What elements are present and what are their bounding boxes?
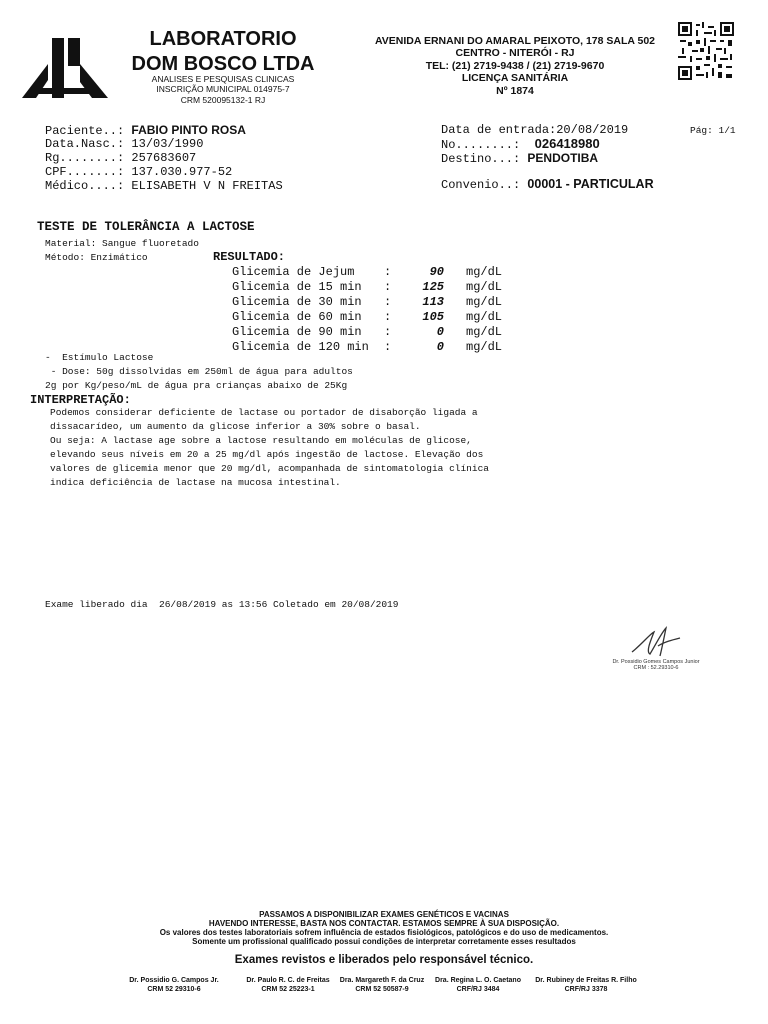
footer-line3: Os valores dos testes laboratoriais sofrem influência de estados fisiológicos, patológicos e do uso de medicamentos. [159, 928, 609, 937]
result-row: Glicemia de 15 min : 125 mg/dL [232, 280, 503, 294]
cpf-value: 137.030.977-52 [131, 165, 233, 179]
cpf-row: CPF.......: 137.030.977-52 [45, 165, 233, 179]
lab-logo [18, 36, 112, 102]
result-value: 90 [429, 265, 444, 279]
entry-date: 20/08/2019 [556, 123, 629, 137]
signature-icon [628, 622, 688, 662]
footer-line2: HAVENDO INTERESSE, BASTA NOS CONTACTAR. ESTAMOS SEMPRE À SUA DISPOSIÇÃO. [208, 919, 560, 928]
result-row: Glicemia de Jejum : 90 mg/dL [232, 265, 503, 279]
release-date: Exame liberado dia 26/08/2019 as 13:56 Coletado em 20/08/2019 [45, 599, 399, 610]
note-dose-child: 2g por Kg/peso/mL de água pra crianças abaixo de 25Kg [45, 380, 348, 391]
doctor-name: ELISABETH V N FREITAS [131, 179, 283, 193]
order-number: 026418980 [534, 136, 600, 151]
exam-method: Método: Enzimático [45, 252, 148, 263]
order-number-row: No........: 026418980 [441, 136, 600, 152]
lab-subtitle: ANALISES E PESQUISAS CLINICAS [151, 74, 295, 84]
birthdate: 13/03/1990 [131, 137, 204, 151]
result-value: 0 [436, 340, 444, 354]
interpretation-line: indica deficiência de lactase na mucosa intestinal. [50, 477, 341, 488]
result-value: 125 [422, 280, 444, 294]
doctor-row: Médico....: ELISABETH V N FREITAS [45, 179, 283, 193]
responsible-doctor: Dr. Paulo R. C. de Freitas CRM 52 25223-1 [246, 977, 330, 993]
lab-inscricao: INSCRIÇÃO MUNICIPAL 014975-7 [156, 84, 290, 94]
lab-crm: CRM 520095132-1 RJ [180, 95, 266, 105]
signature-crm: CRM : 52.29310-6 [633, 665, 679, 671]
footer-line1: PASSAMOS A DISPONIBILIZAR EXAMES GENÉTICOS E VACINAS [259, 910, 509, 919]
address-licence-number: Nº 1874 [496, 85, 534, 97]
interpretation-line: dissacarídeo, um aumento da glicose inferior a 30% sobre o basal. [50, 421, 421, 432]
lab-name-line2: DOM BOSCO LTDA [131, 53, 315, 75]
insurance-row: Convenio..: 00001 - PARTICULAR [441, 177, 654, 192]
address-phone: TEL: (21) 2719-9438 / (21) 2719-9670 [425, 60, 605, 72]
destination: PENDOTIBA [527, 151, 599, 165]
note-stimulus: - Estímulo Lactose [45, 352, 154, 363]
footer-reviewed: Exames revistos e liberados pelo responsável técnico. [234, 954, 534, 966]
note-dose-adult: - Dose: 50g dissolvidas em 250ml de água para adultos [45, 366, 353, 377]
result-row: Glicemia de 60 min : 105 mg/dL [232, 310, 503, 324]
address-licence: LICENÇA SANITÁRIA [461, 72, 569, 84]
responsible-doctor: Dr. Possidio G. Campos Jr. CRM 52 29310-6 [129, 977, 219, 993]
patient-name: FABIO PINTO ROSA [131, 123, 246, 137]
interpretation-line: Ou seja: A lactase age sobre a lactose resultando em moléculas de glicose, [50, 435, 472, 446]
exam-title: TESTE DE TOLERÂNCIA A LACTOSE [37, 220, 255, 234]
responsible-doctor: Dr. Rubiney de Freitas R. Filho CRF/RJ 3378 [535, 977, 637, 993]
interpretation-line: Podemos considerar deficiente de lactase ou portador de disaborção ligada a [50, 407, 478, 418]
footer-line4: Somente um profissional qualificado possui condições de interpretar corretamente esses resultados [192, 937, 576, 946]
result-row: Glicemia de 30 min : 113 mg/dL [232, 295, 503, 309]
result-value: 105 [422, 310, 444, 324]
entry-date-row: Data de entrada:20/08/2019 [441, 123, 629, 137]
address-line1: AVENIDA ERNANI DO AMARAL PEIXOTO, 178 SALA 502 [374, 35, 656, 47]
rg-value: 257683607 [131, 151, 197, 165]
insurance: 00001 - PARTICULAR [527, 177, 654, 191]
rg-row: Rg........: 257683607 [45, 151, 197, 165]
patient-name-row: Paciente..: FABIO PINTO ROSA [45, 123, 246, 138]
responsible-doctor: Dra. Regina L. O. Caetano CRF/RJ 3484 [435, 977, 521, 993]
interpretation-line: elevando seus níveis em 20 a 25 mg/dl após ingestão de lactose. Elevação dos [50, 449, 484, 460]
qr-code-icon [678, 22, 734, 80]
result-value: 0 [436, 325, 444, 339]
result-row: Glicemia de 90 min : 0 mg/dL [232, 325, 503, 339]
exam-material: Material: Sangue fluoretado [45, 238, 199, 249]
result-label: RESULTADO: [213, 250, 286, 264]
lab-name-line1: LABORATORIO [149, 28, 297, 50]
birthdate-row: Data.Nasc.: 13/03/1990 [45, 137, 204, 151]
interpretation-label: INTERPRETAÇÃO: [30, 393, 131, 407]
address-line2: CENTRO - NITERÓI - RJ [455, 47, 575, 59]
interpretation-line: valores de glicemia menor que 20 mg/dl, acompanhada de sintomatologia clínica [50, 463, 489, 474]
page-number: Pág: 1/1 [690, 125, 736, 136]
signature-name: Dr. Possidio Gomes Campos Junior [612, 659, 700, 665]
result-value: 113 [422, 295, 444, 309]
responsible-doctor: Dra. Margareth F. da Cruz CRM 52 50587-9 [339, 977, 425, 993]
destination-row: Destino...: PENDOTIBA [441, 151, 599, 166]
result-row: Glicemia de 120 min : 0 mg/dL [232, 340, 503, 354]
